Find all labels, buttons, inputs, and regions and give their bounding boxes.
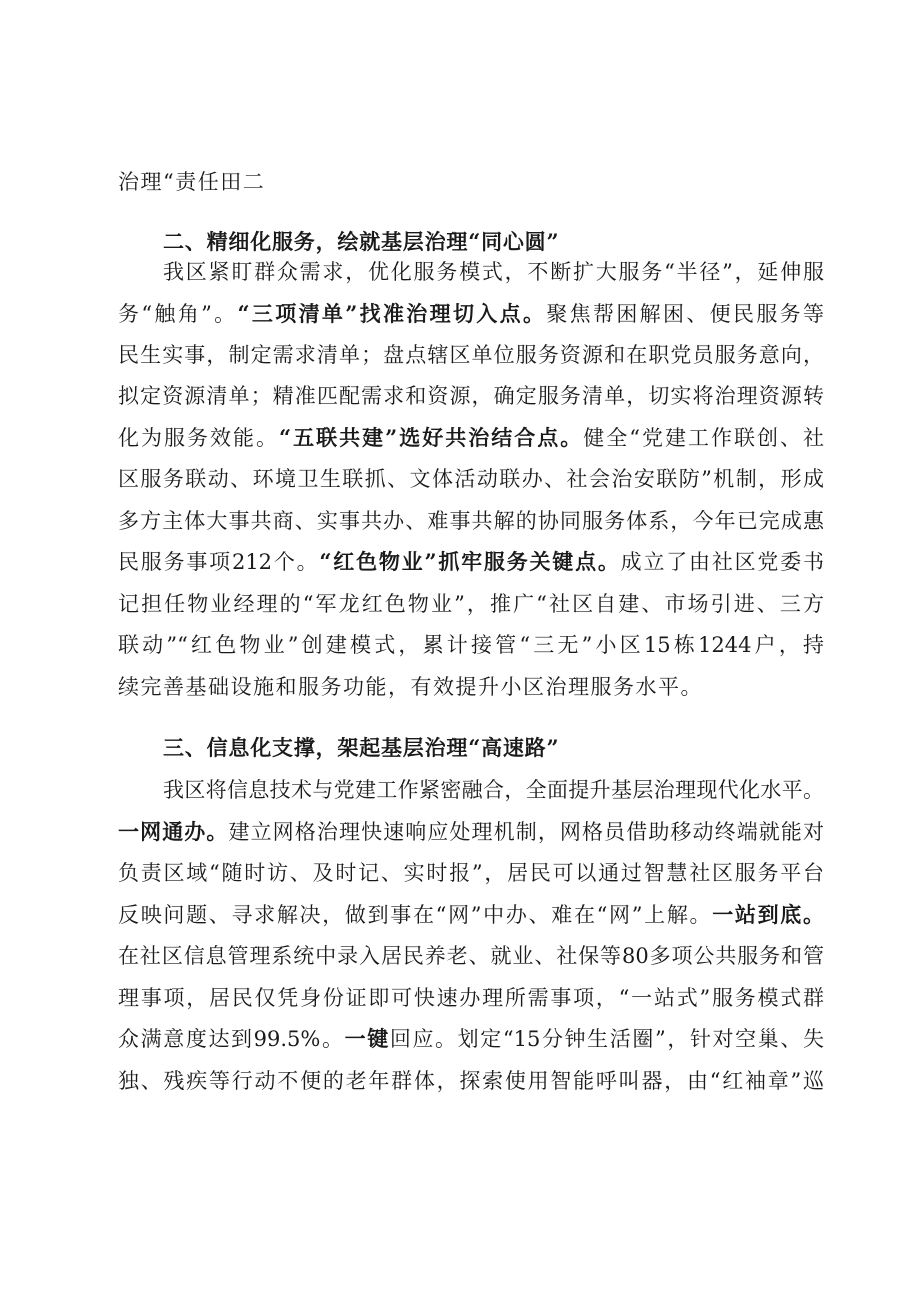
paragraph-line (118, 542, 824, 582)
paragraph-line: 理事项，居民仅凭身份证即可快速办理所需事项，“一站式”服务模式群 (118, 986, 824, 1010)
paragraph-line: 我区将信息技术与党建工作紧密融合，全面提升基层治理现代化水平。 (163, 778, 824, 802)
bold-keyphrase: 一站到底。 (712, 902, 824, 927)
text-run: 民服务事项212个。 (118, 550, 320, 574)
text-run: 反映问题、寻求解决，做到事在“网”中办、难在“网”上解。 (118, 903, 713, 927)
text-run: 务“触角”。 (118, 302, 238, 326)
bold-keyphrase: 一网通办。 (118, 819, 229, 844)
paragraph-line (118, 1019, 824, 1059)
paragraph-line: 多方主体大事共商、实事共办、难事共解的协同服务体系，今年已完成惠 (118, 509, 824, 533)
text-run: 聚焦帮困解困、便民服务等 (546, 302, 824, 326)
paragraph-line: 区服务联动、环境卫生联抓、文体活动联办、社会治安联防”机制，形成 (118, 467, 824, 491)
paragraph-line: 在社区信息管理系统中录入居民养老、就业、社保等80多项公共服务和管 (118, 944, 824, 968)
paragraph-line (118, 895, 824, 935)
paragraph-line: 民生实事，制定需求清单；盘点辖区单位服务资源和在职党员服务意向， (118, 343, 824, 367)
paragraph-line: 拟定资源清单；精准匹配需求和资源，确定服务清单，切实将治理资源转 (118, 384, 824, 408)
bold-keyphrase: 一键 (344, 1026, 390, 1051)
text-run: 成立了由社区党委书 (620, 550, 824, 574)
text-run: 建立网格治理快速响应处理机制，网格员借助移动终端就能对 (228, 820, 824, 844)
paragraph-line (118, 294, 824, 334)
bold-keyphrase: “红色物业”抓牢服务关键点。 (319, 549, 621, 574)
text-run: 化为服务效能。 (118, 426, 280, 450)
bold-keyphrase: “五联共建”选好共治结合点。 (279, 425, 584, 450)
bold-keyphrase: “三项清单”找准治理切入点。 (237, 301, 547, 326)
paragraph-line: 独、残疾等行动不便的老年群体，探索使用智能呼叫器，由“红袖章”巡 (118, 1069, 824, 1093)
text-run: 健全“党建工作联创、社 (583, 426, 824, 450)
text-run: 众满意度达到99.5%。 (118, 1027, 345, 1051)
paragraph-line: 记担任物业经理的“军龙红色物业”，推广“社区自建、市场引进、三方 (118, 592, 824, 616)
section-heading-3: 三、信息化支撑，架起基层治理“高速路” (163, 735, 560, 760)
paragraph-line: 续完善基础设施和服务功能，有效提升小区治理服务水平。 (118, 675, 703, 699)
section-heading-2: 二、精细化服务，绘就基层治理“同心圆” (163, 229, 560, 254)
top-fragment: 治理“责任田二 (118, 170, 266, 194)
paragraph-line: 负责区域“随时访、及时记、实时报”，居民可以通过智慧社区服务平台 (118, 861, 824, 885)
paragraph-line (118, 812, 824, 852)
paragraph-line: 我区紧盯群众需求，优化服务模式，不断扩大服务“半径”，延伸服 (163, 260, 824, 284)
text-run: 回应。划定“15分钟生活圈”，针对空巢、失 (389, 1027, 824, 1051)
paragraph-line: 联动”“红色物业”创建模式，累计接管“三无”小区15栋1244户，持 (118, 633, 824, 657)
paragraph-line (118, 418, 824, 458)
